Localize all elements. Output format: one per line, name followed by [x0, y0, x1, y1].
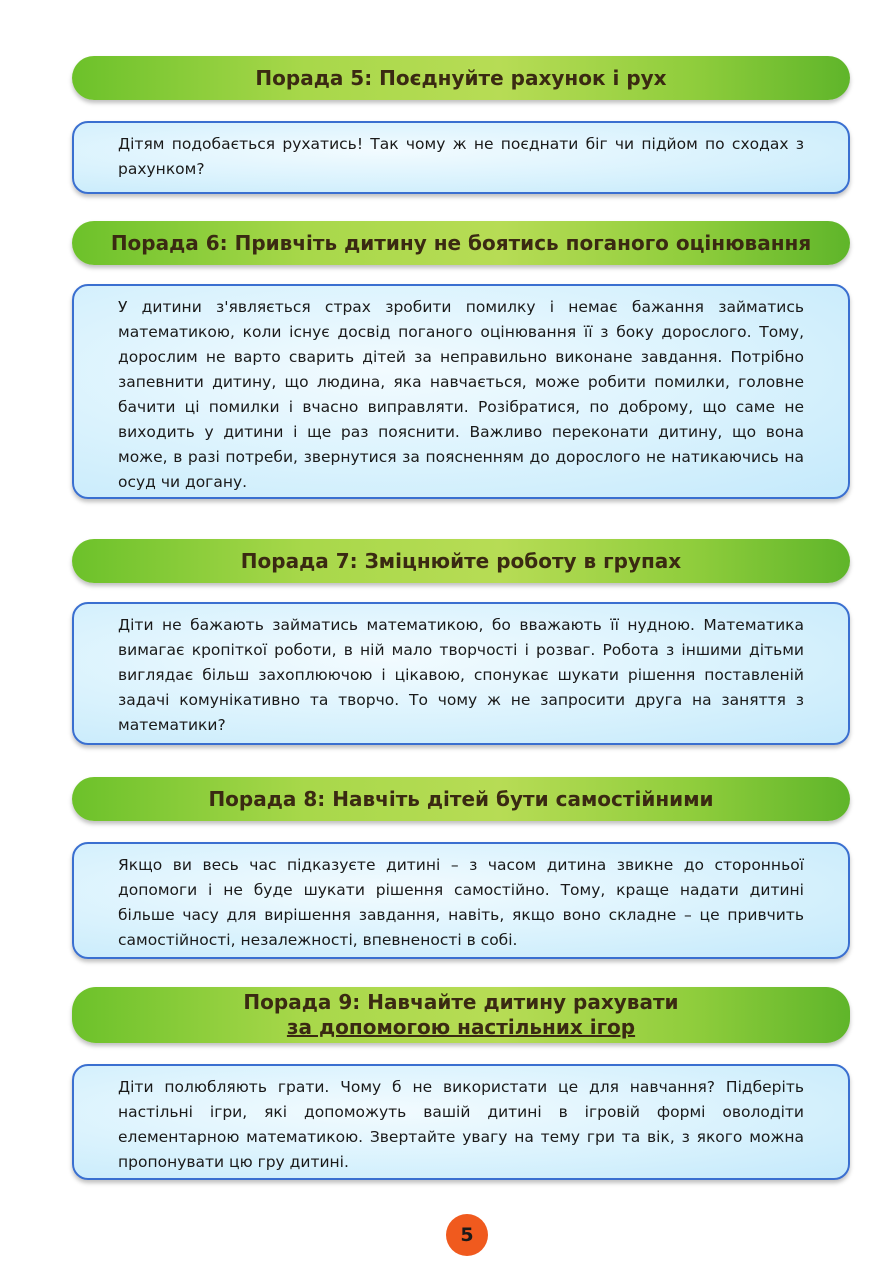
- tip-7-header: [72, 539, 850, 583]
- tip-6-header: [72, 221, 850, 265]
- tip-7-title: Порада 7: Зміцнюйте роботу в групах: [240, 548, 682, 573]
- page-number-badge: [446, 1214, 488, 1256]
- tip-9-header: [72, 987, 850, 1043]
- tip-9-title-line-1: Порада 9: Навчайте дитину рахувати: [243, 990, 679, 1014]
- tip-5-text: Дітям подобається рухатись! Так чому ж не поєднати біг чи підйом по сходах з рахунком?: [118, 135, 804, 178]
- tip-9-text: Діти полюбляють грати. Чому б не використати це для навчання? Підберіть настільні ігри, які допоможуть вашій дитині в ігровій формі оволодіти елементарною математикою. Звертайте увагу на тему гри та вік, з якого можна пропонувати цю гру дитині.: [118, 1078, 804, 1171]
- tip-9-title-line-2: за допомогою настільних ігор: [286, 1015, 636, 1039]
- tip-8-title: Порада 8: Навчіть дітей бути самостійними: [208, 786, 714, 811]
- tip-6-box: [72, 284, 850, 499]
- tip-8-text: Якщо ви весь час підказуєте дитині – з часом дитина звикне до сторонньої допомоги і не буде шукати рішення самостійно. Тому, краще надати дитині більше часу для вирішення завдання, навіть, якщо воно складне – це привчить самостійності, незалежності, впевненості в собі.: [118, 856, 804, 949]
- page-number: 5: [460, 1224, 474, 1246]
- tip-5-header: [72, 56, 850, 100]
- tip-5-title: Порада 5: Поєднуйте рахунок і рух: [255, 65, 667, 90]
- tip-7-text: Діти не бажають займатись математикою, бо вважають її нудною. Математика вимагає кропіткої роботи, в ній мало творчості і розваг. Робота з іншими дітьми виглядає більш захоплюючою і цікавою, спонукає шукати рішення поставленій задачі комунікативно та творчо. То чому ж не запросити друга на заняття з математики?: [118, 616, 804, 734]
- tip-6-title: Порада 6: Привчіть дитину не боятись поганого оцінювання: [110, 230, 812, 255]
- tip-8-header: [72, 777, 850, 821]
- tip-7-box: [72, 602, 850, 745]
- tip-9-box: [72, 1064, 850, 1180]
- tip-6-text: У дитини з'являється страх зробити помилку і немає бажання займатись математикою, коли існує досвід поганого оцінювання її з боку дорослого. Тому, дорослим не варто сварить дітей за неправильно виконане завдання. Потрібно запевнити дитину, що людина, яка навчається, може робити помилки, головне бачити ці помилки і вчасно виправляти. Розібратися, по доброму, що саме не виходить у дитини і ще раз пояснити. Важливо переконати дитину, що вона може, в разі потреби, звернутися за поясненням до дорослого не натикаючись на осуд чи догану.: [118, 298, 804, 491]
- tip-8-box: [72, 842, 850, 959]
- tip-5-box: [72, 121, 850, 194]
